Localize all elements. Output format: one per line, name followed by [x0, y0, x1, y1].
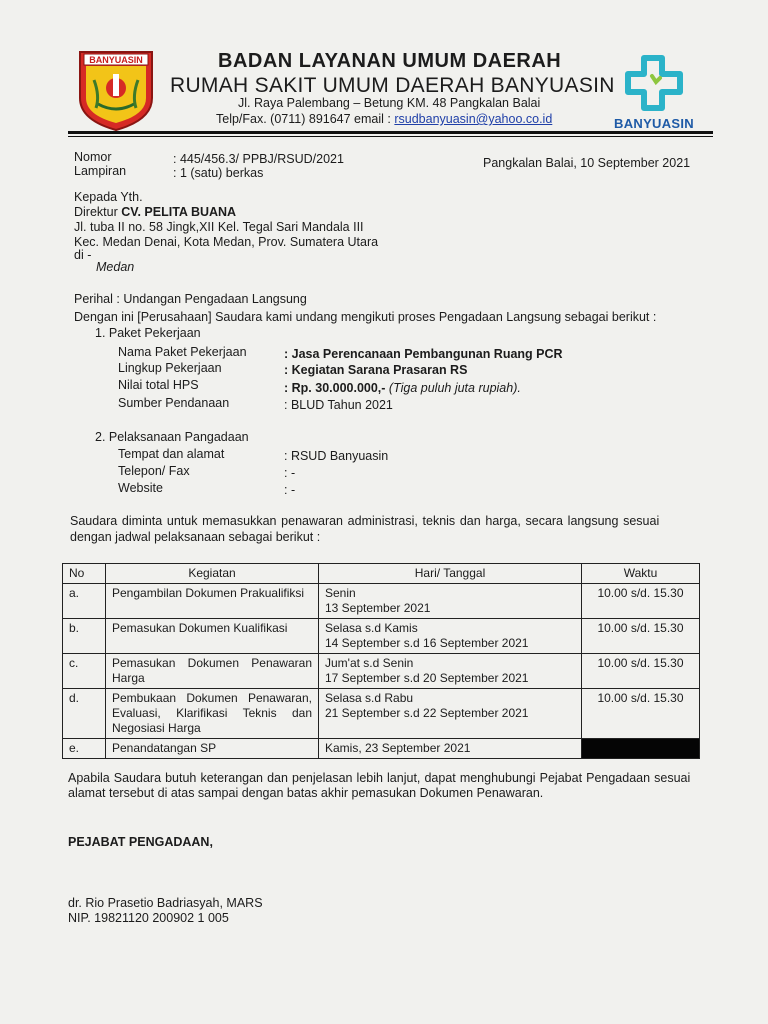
col-header-no: No [63, 564, 106, 584]
request-text-2: dengan jadwal pelaksanaan sebagai berikut : [70, 530, 321, 544]
cell-hari-date: 17 September s.d 20 September 2021 [325, 671, 529, 685]
signer-title: PEJABAT PENGADAAN, [68, 835, 213, 849]
org-name-line2: RUMAH SAKIT UMUM DAERAH BANYUASIN [170, 74, 615, 97]
recipient-address-1: Jl. tuba II no. 58 Jingk,XII Kel. Tegal Sari Mandala III [74, 220, 364, 234]
pelaksanaan-value-tempat: : RSUD Banyuasin [284, 449, 389, 463]
signer-name: dr. Rio Prasetio Badriasyah, MARS [68, 896, 263, 910]
col-header-waktu: Waktu [582, 564, 700, 584]
org-address: Jl. Raya Palembang – Betung KM. 48 Pangkalan Balai [238, 96, 541, 110]
table-row [63, 689, 700, 739]
paket-value-sumber: : BLUD Tahun 2021 [284, 398, 393, 412]
cell-waktu: 10.00 s/d. 15.30 [582, 584, 700, 619]
table-row [63, 654, 700, 689]
pelaksanaan-label-website: Website [118, 481, 163, 495]
perihal: Perihal : Undangan Pengadaan Langsung [74, 292, 307, 306]
request-text-1: Saudara diminta untuk memasukkan penawaran administrasi, teknis dan harga, secara langsung sesuai [70, 514, 660, 528]
svg-text:BANYUASIN: BANYUASIN [89, 55, 143, 65]
schedule-table [62, 563, 700, 759]
cell-kegiatan: Pemasukan Dokumen Kualifikasi [106, 619, 319, 654]
table-row [63, 584, 700, 619]
section1-title: 1. Paket Pekerjaan [95, 326, 201, 340]
hps-words: (Tiga puluh juta rupiah). [385, 381, 521, 395]
cell-kegiatan: Pembukaan Dokumen Penawaran, Evaluasi, Klarifikasi Teknis dan Negosiasi Harga [106, 689, 319, 739]
cell-hari-day: Selasa s.d Rabu [325, 691, 414, 705]
hps-amount: : Rp. 30.000.000,- [284, 381, 386, 395]
cell-hari [319, 584, 582, 619]
paket-label-nama: Nama Paket Pekerjaan [118, 345, 247, 359]
recipient-company: CV. PELITA BUANA [121, 205, 237, 219]
paket-value-lingkup: : Kegiatan Sarana Prasaran RS [284, 363, 468, 377]
signer-nip: NIP. 19821120 200902 1 005 [68, 911, 229, 925]
cell-hari-day: Jum'at s.d Senin [325, 656, 414, 670]
closing-text-2: alamat tersebut di atas sampai dengan batas akhir pemasukan Dokumen Penawaran. [68, 786, 544, 800]
recipient-title [74, 205, 236, 219]
paket-label-lingkup: Lingkup Pekerjaan [118, 361, 222, 375]
cell-kegiatan: Pemasukan Dokumen Penawaran Harga [106, 654, 319, 689]
cell-hari [319, 619, 582, 654]
recipient-address-2: Kec. Medan Denai, Kota Medan, Prov. Sumatera Utara [74, 235, 379, 249]
cell-hari [319, 689, 582, 739]
cell-hari-day: Selasa s.d Kamis [325, 621, 418, 635]
paket-label-sumber: Sumber Pendanaan [118, 396, 230, 410]
place-date: Pangkalan Balai, 10 September 2021 [483, 156, 691, 170]
col-header-kegiatan: Kegiatan [106, 564, 319, 584]
recipient-city: Medan [96, 260, 135, 274]
pelaksanaan-label-tempat: Tempat dan alamat [118, 447, 225, 461]
lampiran-label: Lampiran [74, 164, 127, 178]
cell-waktu: 10.00 s/d. 15.30 [582, 619, 700, 654]
closing-text-1: Apabila Saudara butuh keterangan dan penjelasan lebih lanjut, dapat menghubungi Pejabat Pengadaan sesuai [68, 771, 691, 785]
org-name-line1: BADAN LAYANAN UMUM DAERAH [218, 50, 562, 72]
paket-value-hps [284, 381, 521, 395]
lampiran-value: : 1 (satu) berkas [173, 166, 264, 180]
cell-hari [319, 654, 582, 689]
cell-no: c. [63, 654, 106, 689]
section2-title: 2. Pelaksanaan Pangadaan [95, 430, 249, 444]
letterhead-divider-thick [68, 131, 713, 134]
cell-kegiatan: Penandatangan SP [106, 739, 319, 759]
contact-prefix: Telp/Fax. (0711) 891647 email : [216, 112, 391, 126]
pelaksanaan-label-telepon: Telepon/ Fax [118, 464, 190, 478]
cell-no: b. [63, 619, 106, 654]
banyuasin-regency-logo [76, 46, 156, 132]
cell-waktu: 10.00 s/d. 15.30 [582, 654, 700, 689]
nomor-label: Nomor [74, 150, 112, 164]
cell-no: e. [63, 739, 106, 759]
email-link[interactable]: rsudbanyuasin@yahoo.co.id [394, 112, 553, 126]
paket-label-hps: Nilai total HPS [118, 378, 199, 392]
cell-waktu: 10.00 s/d. 15.30 [582, 689, 700, 739]
health-cross-logo [622, 54, 686, 114]
cell-waktu-blacked [582, 739, 700, 759]
paket-value-nama: : Jasa Perencanaan Pembangunan Ruang PCR [284, 347, 563, 361]
col-header-hari: Hari/ Tanggal [319, 564, 582, 584]
pelaksanaan-value-website: : - [284, 483, 296, 497]
recipient-di: di - [74, 248, 92, 262]
org-contact [216, 112, 552, 126]
intro-text: Dengan ini [Perusahaan] Saudara kami undang mengikuti proses Pengadaan Langsung sebagai berikut : [74, 310, 657, 324]
cell-no: a. [63, 584, 106, 619]
table-header-row [63, 564, 700, 584]
cell-hari-date: 21 September s.d 22 September 2021 [325, 706, 529, 720]
table-row [63, 739, 700, 759]
recipient-greeting: Kepada Yth. [74, 190, 143, 204]
letterhead-divider-thin [68, 136, 713, 137]
cell-hari-date: 14 September s.d 16 September 2021 [325, 636, 529, 650]
table-row [63, 619, 700, 654]
nomor-value: : 445/456.3/ PPBJ/RSUD/2021 [173, 152, 344, 166]
cell-no: d. [63, 689, 106, 739]
cell-hari: Kamis, 23 September 2021 [319, 739, 582, 759]
cell-hari-day: Senin [325, 586, 356, 600]
cell-hari-date: 13 September 2021 [325, 601, 431, 615]
right-logo-label: BANYUASIN [614, 116, 694, 131]
pelaksanaan-value-telepon: : - [284, 466, 296, 480]
cell-kegiatan: Pengambilan Dokumen Prakualifiksi [106, 584, 319, 619]
recipient-role: Direktur [74, 205, 118, 219]
